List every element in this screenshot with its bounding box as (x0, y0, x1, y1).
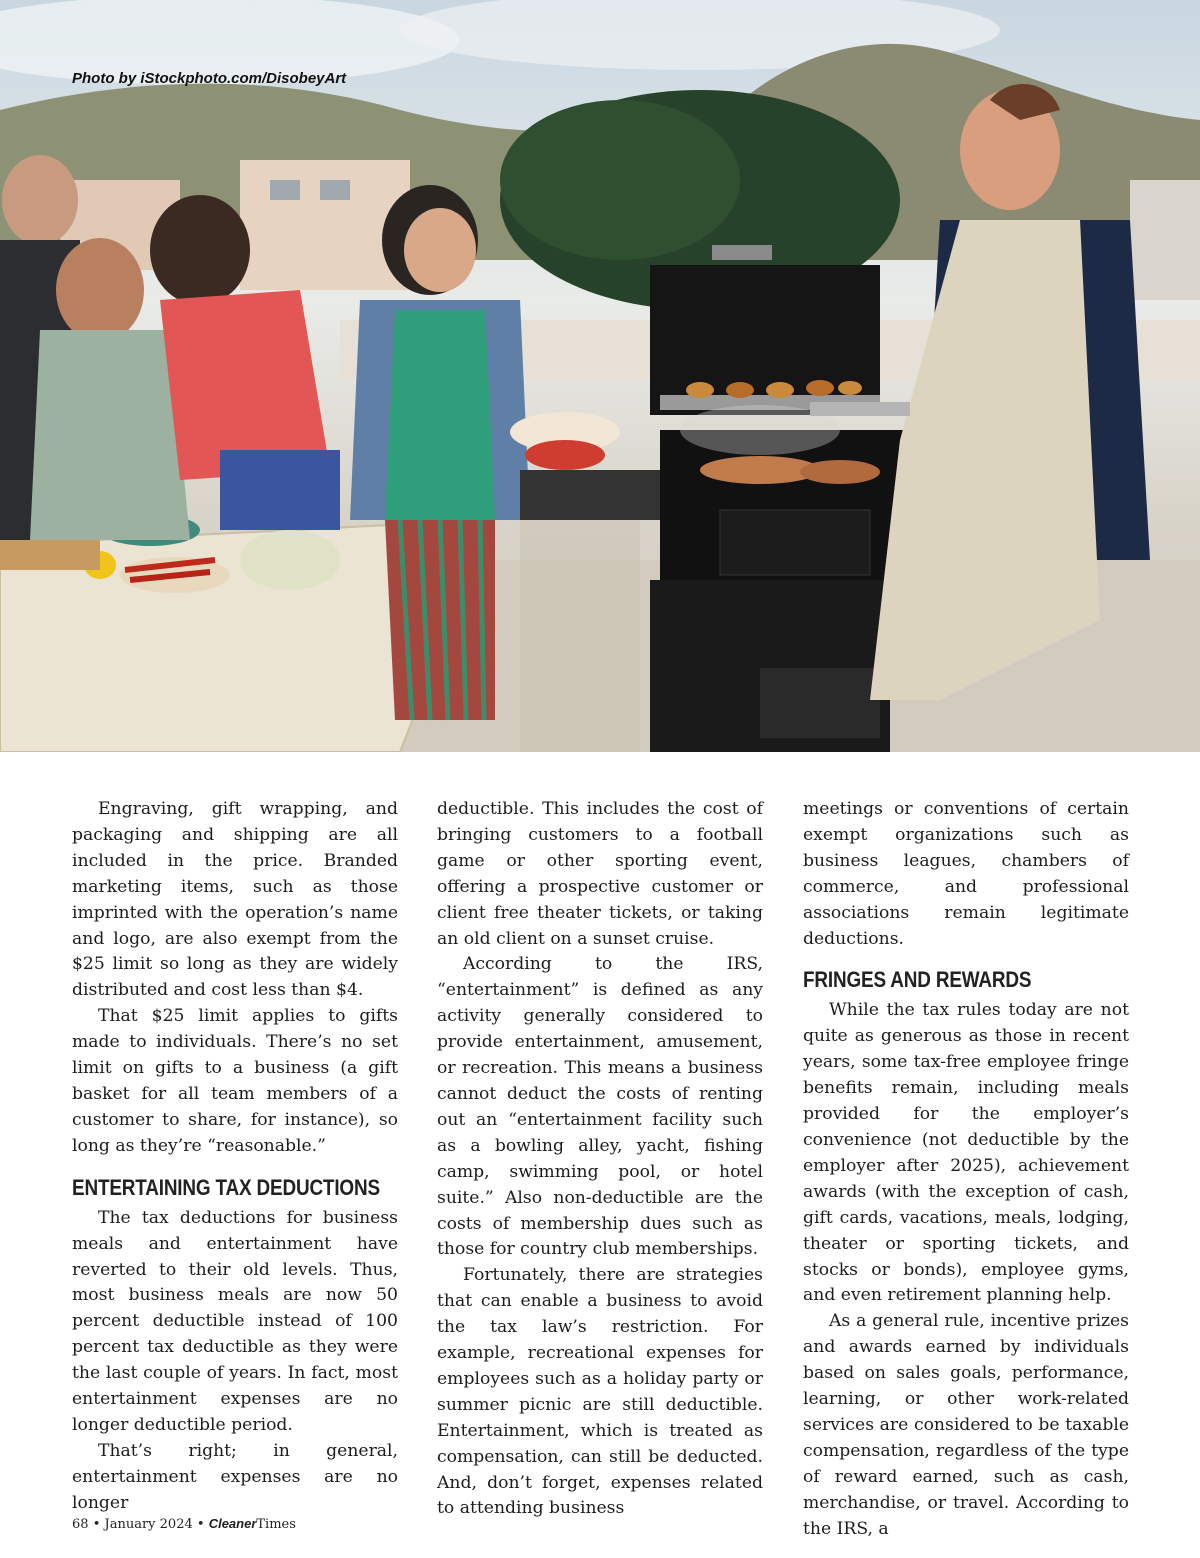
paragraph: Fortunately, there are strategies that can enable a business to avoid the tax law’s restriction. For example, recreational expenses for employees such as a holiday party or summer picnic are still deductible. Entertainment, which is treated as compensation, can still be deducted. And, don’t forget, expenses related to attending business (437, 1265, 763, 1519)
paragraph: Engraving, gift wrapping, and packaging and shipping are all included in the price. Branded marketing items, such as those imprinted with the operation’s name and logo, are also exempt from the $25 limit so long as they are widely distributed and cost less than $4. (72, 799, 398, 1001)
paragraph: According to the IRS, “entertainment” is defined as any activity generally considered to provide entertainment, amusement, or recreation. This means a business cannot deduct the costs of renting out an “entertainment facility such as a bowling alley, yacht, fishing camp, swimming pool, or hotel suite.” Also non-deductible are the costs of membership dues such as those for country club memberships. (437, 954, 763, 1260)
paragraph: The tax deductions for business meals and entertainment have reverted to their old levels. Thus, most business meals are now 50 percent deductible instead of 100 percent tax deductible as they were the last couple of years. In fact, most entertainment expenses are no longer deductible period. (72, 1207, 398, 1435)
photo-credit: Photo by iStockphoto.com/DisobeyArt (72, 70, 347, 87)
footer-separator: • (92, 1517, 101, 1532)
magazine-name-part2: Times (256, 1517, 296, 1532)
page-number: 68 (72, 1517, 89, 1532)
article-column-1 (72, 797, 398, 1517)
barbecue-photo-illustration (0, 0, 1200, 752)
paragraph: While the tax rules today are not quite as generous as those in recent years, some tax-free employee fringe benefits remain, including meals provided for the employer’s convenience (not deductible by the employer after 2025), achievement awards (with the exception of cash, gift cards, vacations, meals, lodging, theater or sporting tickets, and stocks or bonds), employee gyms, and even retirement planning help. (803, 1000, 1129, 1306)
paragraph: That’s right; in general, entertainment expenses are no longer (72, 1440, 398, 1513)
article-column-2 (437, 797, 763, 1522)
paragraph: That $25 limit applies to gifts made to individuals. There’s no set limit on gifts to a business (a gift basket for all team members of a customer to share, for instance), so long as they’re “reasonable.” (72, 1006, 398, 1156)
article-column-3 (803, 797, 1129, 1542)
paragraph: deductible. This includes the cost of bringing customers to a football game or other sporting event, offering a prospective customer or client free theater tickets, or taking an old client on a sunset cruise. (437, 799, 763, 949)
section-heading-fringes: FRINGES AND REWARDS (803, 967, 1032, 993)
section-heading-entertaining: ENTERTAINING TAX DEDUCTIONS (72, 1174, 380, 1200)
paragraph: As a general rule, incentive prizes and awards earned by individuals based on sales goals, performance, learning, or other work-related services are considered to be taxable compensation, regardless of the type of reward earned, such as cash, merchandise, or travel. According to the IRS, a (803, 1311, 1129, 1539)
header-photo (0, 0, 1200, 752)
issue-date: January 2024 (104, 1517, 193, 1532)
magazine-name-part1: Cleaner (208, 1516, 257, 1531)
footer-separator: • (196, 1517, 205, 1532)
paragraph: meetings or conventions of certain exempt organizations such as business leagues, chambers of commerce, and professional associations remain legitimate deductions. (803, 799, 1129, 949)
page-footer (72, 1516, 296, 1532)
